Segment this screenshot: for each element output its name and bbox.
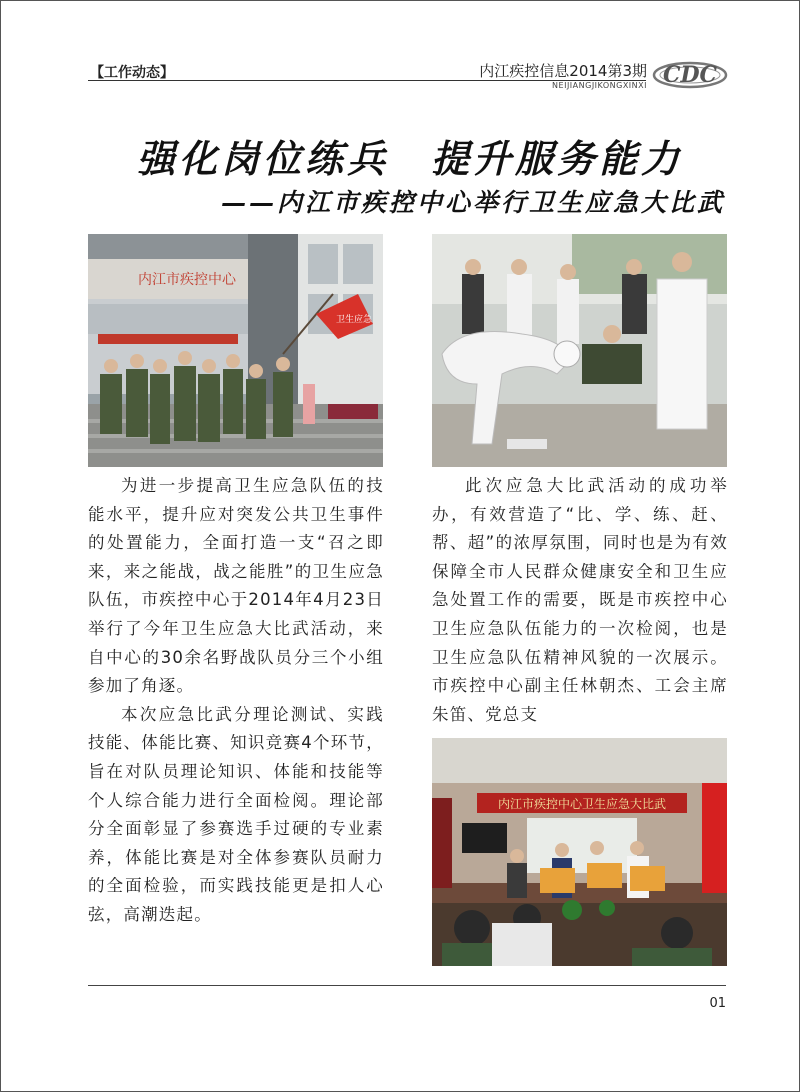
footer-rule — [88, 985, 726, 986]
ppe-drill-photo — [432, 234, 727, 467]
svg-text:CDC: CDC — [662, 62, 718, 88]
article-body-right — [432, 472, 728, 729]
page-number: 01 — [709, 996, 726, 1011]
article-body-left — [88, 472, 384, 930]
cdc-logo-icon — [650, 55, 730, 95]
award-ceremony-photo — [432, 738, 727, 966]
article-title: 强化岗位练兵 提升服务能力 — [136, 136, 683, 181]
flag-text: 卫生应急 — [336, 315, 373, 325]
header-rule — [88, 80, 646, 81]
journal-pinyin: NEIJIANGJIKONGXINXI — [552, 81, 647, 90]
journal-title: 内江疾控信息2014第3期 — [479, 62, 647, 80]
paragraph: 为进一步提高卫生应急队伍的技能水平，提升应对突发公共卫生事件的处置能力，全面打造一支“召之即来，来之能战，战之能胜”的卫生应急队伍，市疾控中心于2014年4月23日举行了今年卫生应急大比武活动，来自中心的30余名野战队员分三个小组参加了角逐。 — [88, 476, 384, 696]
building-sign-text: 内江市疾控中心 — [138, 272, 236, 288]
article-subtitle: ——内江市疾控中心举行卫生应急大比武 — [220, 188, 725, 217]
banner-text: 内江市疾控中心卫生应急大比武 — [497, 797, 667, 811]
team-photo — [88, 234, 383, 467]
paragraph: 本次应急比武分理论测试、实践技能、体能比赛、知识竞赛4个环节，旨在对队员理论知识、体能和技能等个人综合能力进行全面检阅。理论部分全面彰显了参赛选手过硬的专业素养，体能比赛是对全体参赛队员耐力的全面检验，而实践技能更是扣人心弦，高潮迭起。 — [88, 704, 384, 924]
paragraph: 此次应急大比武活动的成功举办，有效营造了“比、学、练、赶、帮、超”的浓厚氛围，同时也是为有效保障全市人民群众健康安全和卫生应急处置工作的需要，既是市疾控中心卫生应急队伍能力的一次检阅，也是卫生应急队伍精神风貌的一次展示。市疾控中心副主任林朝杰、工会主席朱笛、党总支 — [432, 476, 728, 724]
section-tag: 【工作动态】 — [90, 65, 174, 81]
